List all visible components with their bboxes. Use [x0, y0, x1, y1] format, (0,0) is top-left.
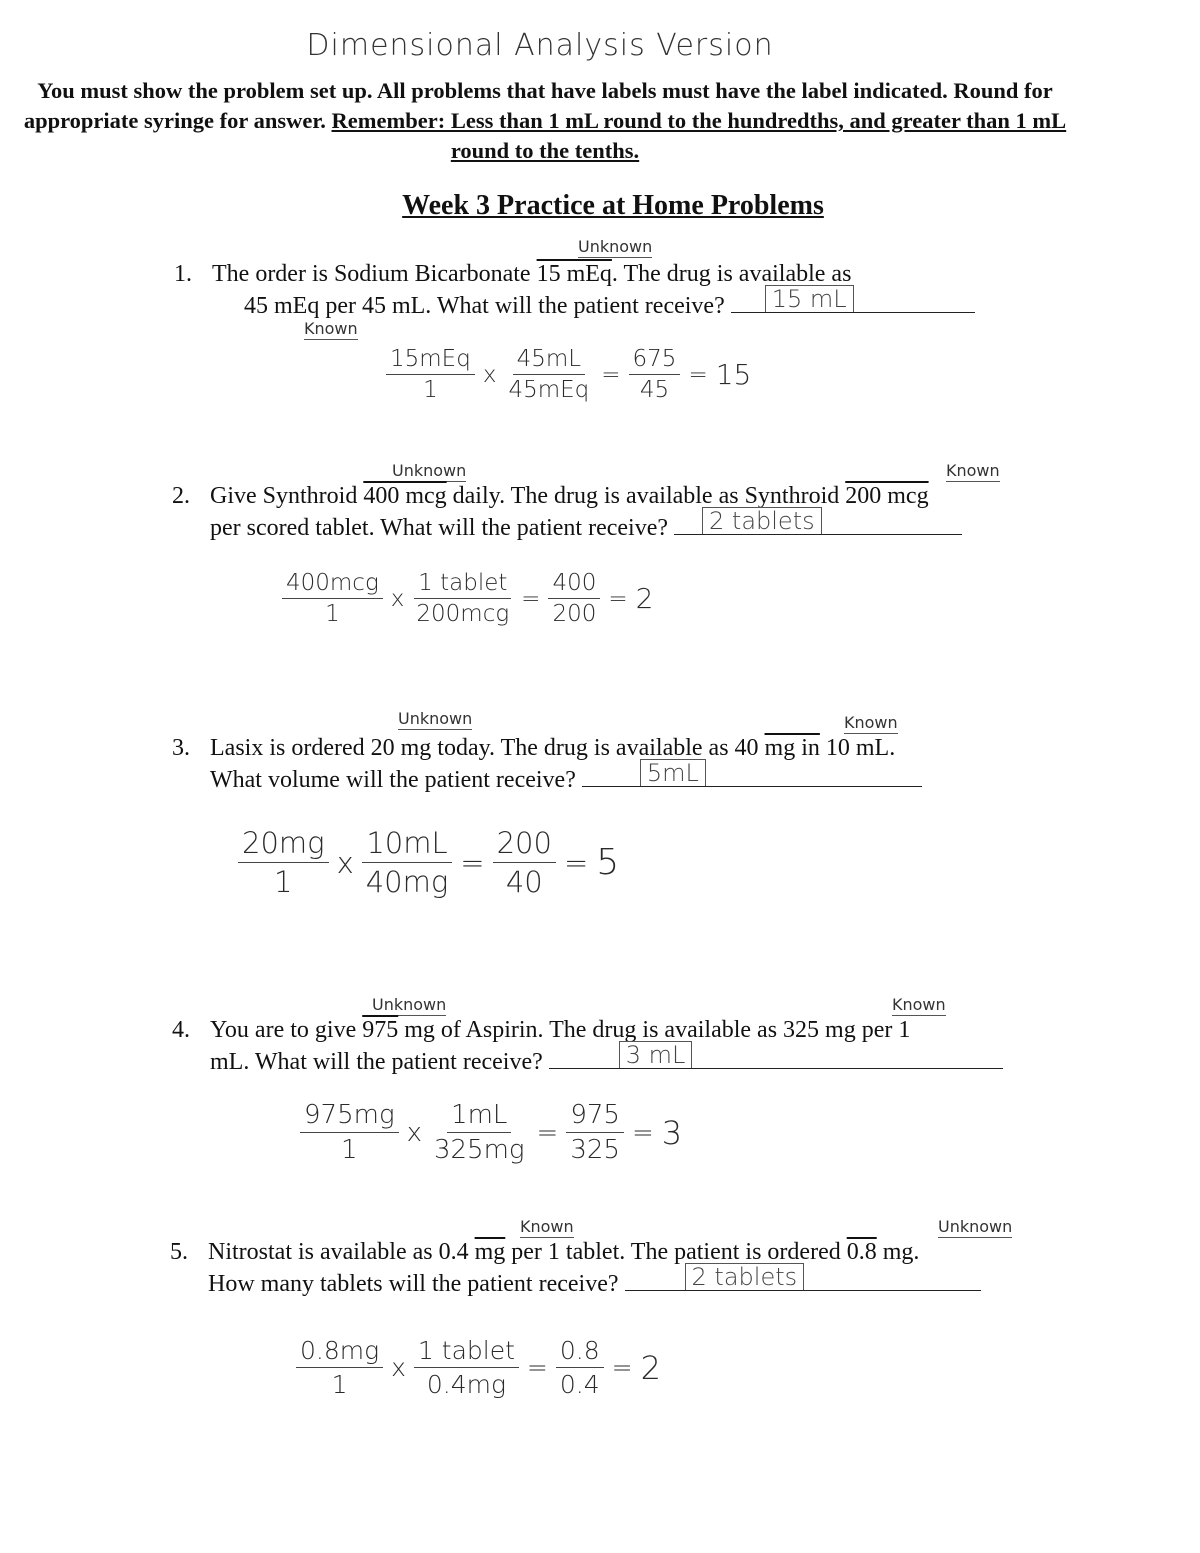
problem-3-line-2: What volume will the patient receive? 5mL [210, 764, 922, 796]
problem-1-line-1: 1. The order is Sodium Bicarbonate 15 mEq. The drug is available as [174, 261, 852, 287]
answer-box: 5mL [640, 759, 706, 786]
fraction: $\frac{1mL}{325mg}$ [433, 1100, 525, 1165]
result: 5 [596, 842, 620, 883]
answer-blank [549, 1041, 1003, 1069]
fraction: $\frac{10mL}{40mg}$ [362, 826, 453, 899]
answer-blank [582, 759, 922, 787]
answer-box: 3 mL [619, 1041, 693, 1068]
fraction: $\frac{\text{1 tablet}}{\text{200mcg}}$ [412, 570, 513, 627]
known-label: Known [946, 461, 1000, 480]
fraction: $\frac{975mg}{1}$ [300, 1100, 399, 1165]
answer-blank [674, 507, 962, 535]
instructions-text: You must show the problem set up. All problems that have labels must have the label indicated. Round for appropriate syringe for answer. [23, 78, 1053, 133]
known-label: Known [304, 319, 358, 338]
problem-4-line-1: 4. You are to give 975 mg of Aspirin. The drug is available as 325 mg per 1 [172, 1017, 911, 1043]
problem-5-line-1: 5. Nitrostat is available as 0.4 $\overline{mg}$ per 1 tablet. The patient is ordered 0.8 mg. [170, 1239, 920, 1265]
fraction: $\frac{20mg}{1}$ [238, 826, 329, 899]
problem-4-work: $\frac{975mg}{1}$ x $\frac{1mL}{325mg}$ = $\frac{975}{325}$ = 3 [300, 1100, 682, 1165]
unknown-label: Unknown [578, 237, 653, 256]
problem-2-line-2: per scored tablet. What will the patient receive? 2 tablets [210, 512, 962, 544]
problem-5-line-2: How many tablets will the patient receive? 2 tablets [208, 1268, 981, 1300]
fraction: $\frac{975}{325}$ [566, 1100, 624, 1165]
result: 2 [640, 1348, 661, 1387]
result: 3 [661, 1113, 683, 1152]
fraction: $\frac{\text{400mcg}}{1}$ [282, 570, 383, 627]
problem-2-work: $\frac{\text{400mcg}}{1}$ x $\frac{\text{1 tablet}}{\text{200mcg}}$ = $\frac{400}{200}$ = 2 [282, 570, 653, 627]
result: 2 [635, 582, 654, 615]
known-label: Known [892, 995, 946, 1014]
answer-blank [731, 285, 975, 313]
fraction: $\frac{0.8mg}{1}$ [296, 1336, 383, 1399]
unknown-label: Unknown [938, 1217, 1013, 1236]
answer-box: 15 mL [765, 285, 854, 312]
unknown-label: Unknown [398, 709, 473, 728]
problem-3-line-1: 3. Lasix is ordered 20 mg today. The drug is available as 40 mg in 10 mL. [172, 735, 896, 761]
known-label: Known [844, 713, 898, 732]
rounding-rule: Remember: Less than 1 mL round to the hundredths, and greater than 1 mL round to the tenths. [331, 108, 1067, 163]
fraction: $\frac{675}{45}$ [629, 346, 681, 403]
fraction: $\frac{0.8}{0.4}$ [556, 1336, 604, 1399]
problem-5-work: $\frac{0.8mg}{1}$ x $\frac{\text{1 tablet}}{0.4mg}$ = $\frac{0.8}{0.4}$ = 2 [296, 1336, 661, 1399]
instructions [20, 76, 1070, 166]
result: 15 [715, 358, 752, 391]
fraction: $\frac{\text{15mEq}}{1}$ [386, 346, 475, 403]
known-label: Known [520, 1217, 574, 1236]
fraction: $\frac{200}{40}$ [493, 826, 556, 899]
answer-box: 2 tablets [685, 1263, 805, 1290]
problem-1-work: $\frac{\text{15mEq}}{1}$ x $\frac{45mL}{\text{45mEq}}$ = $\frac{675}{45}$ = 15 [386, 346, 751, 403]
problem-1-line-2: 45 mEq per 45 mL. What will the patient receive? 15 mL [244, 290, 975, 322]
problem-4-line-2: mL. What will the patient receive? 3 mL [210, 1046, 1003, 1078]
fraction: $\frac{45mL}{\text{45mEq}}$ [508, 346, 590, 403]
unknown-label: Unknown [392, 461, 467, 480]
answer-box: 2 tablets [702, 507, 822, 534]
problem-2-line-1: 2. Give Synthroid 400 mcg daily. The drug is available as Synthroid 200 mcg [172, 483, 929, 509]
version-title: Dimensional Analysis Version [306, 28, 774, 63]
unknown-label: Unknown [372, 995, 447, 1014]
answer-blank [625, 1263, 981, 1291]
fraction: $\frac{\text{1 tablet}}{0.4mg}$ [414, 1336, 519, 1399]
fraction: $\frac{400}{200}$ [548, 570, 600, 627]
problem-3-work: $\frac{20mg}{1}$ x $\frac{10mL}{40mg}$ = $\frac{200}{40}$ = 5 [238, 826, 619, 899]
week-title: Week 3 Practice at Home Problems [402, 190, 824, 221]
